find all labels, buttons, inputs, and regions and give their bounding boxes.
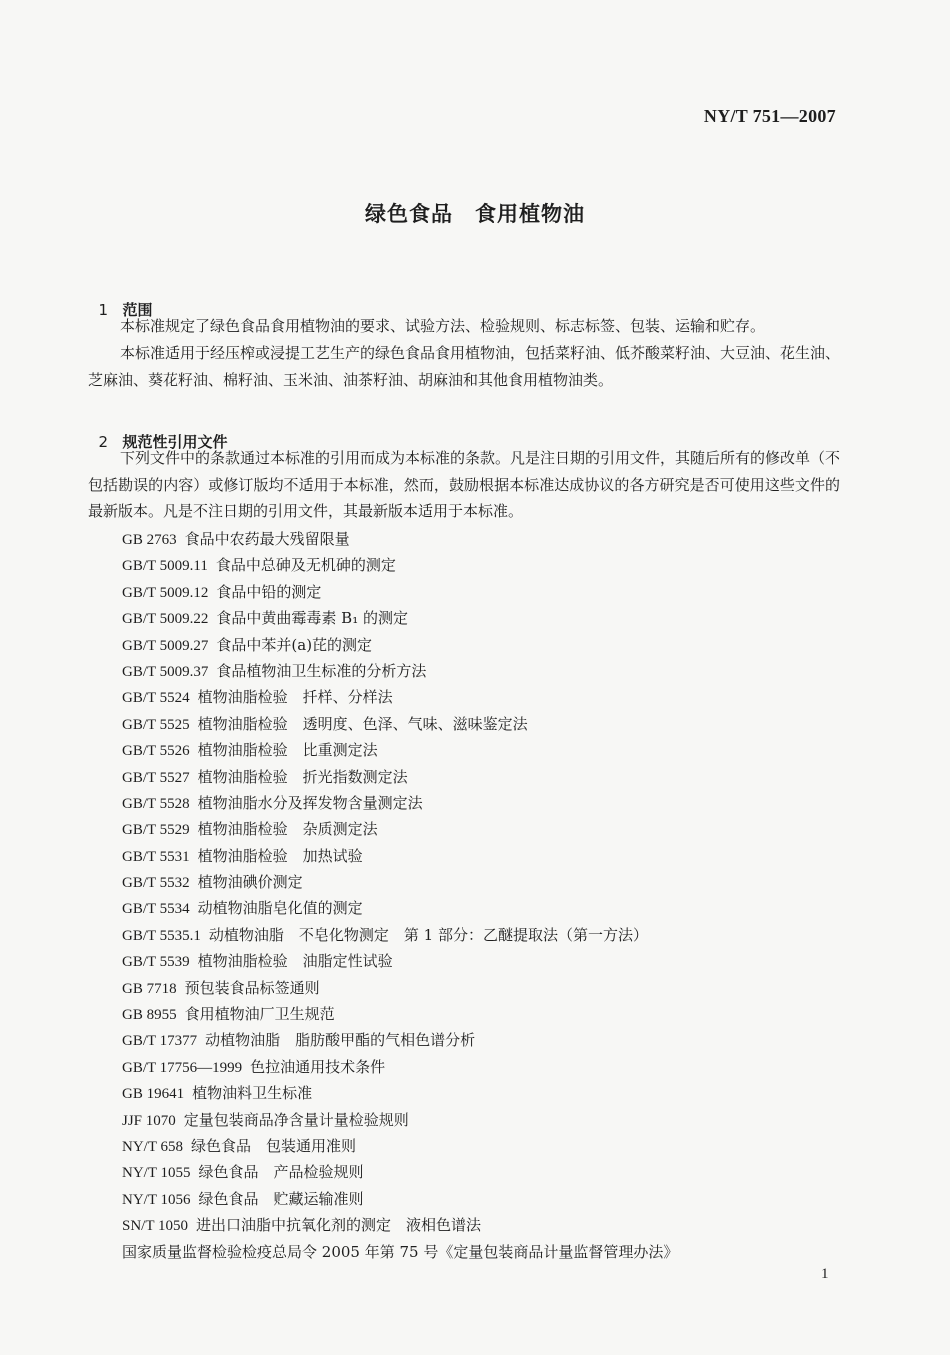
reference-item [122,1212,678,1238]
reference-title: 食品植物油卫生标准的分析方法 [216,661,427,680]
reference-title: 植物油脂检验 比重测定法 [197,741,378,760]
reference-code: GB 7718 [122,980,177,997]
reference-item [122,737,678,763]
reference-code: GB/T 5539 [122,954,190,971]
reference-title: 动植物油脂 不皂化物测定 第 1 部分：乙醚提取法（第一方法） [208,925,648,944]
reference-title: 食品中苯并(a)芘的测定 [216,635,373,654]
reference-title: 动植物油脂皂化值的测定 [197,899,363,918]
reference-code: GB/T 5526 [122,743,190,760]
reference-code: NY/T 1055 [122,1165,191,1182]
reference-title: 食用植物油厂卫生规范 [184,1005,335,1024]
reference-code: GB/T 5529 [122,822,190,839]
reference-item [122,922,678,948]
reference-item [122,579,678,605]
reference-code: GB/T 5525 [122,716,190,733]
reference-code: GB/T 17756—1999 [122,1059,243,1076]
reference-item [122,843,678,869]
scope-paragraph-1: 本标准规定了绿色食品食用植物油的要求、试验方法、检验规则、标志标签、包装、运输和贮存。 [120,317,766,335]
reference-code: GB 19641 [122,1086,185,1103]
reference-item [122,764,678,790]
reference-title: 植物油脂检验 透明度、色泽、气味、滋味鉴定法 [197,714,528,733]
reference-title: 国家质量监督检验检疫总局令 2005 年第 75 号《定量包装商品计量监督管理办法》 [122,1242,679,1261]
reference-item [122,1027,678,1053]
reference-title: 色拉油通用技术条件 [250,1057,386,1076]
reference-item [122,948,678,974]
reference-code: GB/T 5009.12 [122,584,209,601]
reference-code: GB/T 5524 [122,690,190,707]
reference-title: 植物油脂检验 油脂定性试验 [197,952,393,971]
section-number: 2 [98,433,108,451]
reference-code: NY/T 1056 [122,1191,191,1208]
reference-item [122,552,678,578]
reference-title: 植物油碘价测定 [197,873,303,892]
reference-item [122,605,678,631]
reference-title: 食品中总砷及无机砷的测定 [215,556,396,575]
reference-title: 植物油脂检验 扦样、分样法 [197,688,393,707]
reference-code: GB/T 5527 [122,769,190,786]
reference-item [122,526,678,552]
reference-title: 绿色食品 包装通用准则 [190,1136,356,1155]
reference-item [122,711,678,737]
reference-code: GB/T 5534 [122,901,190,918]
page-number: 1 [821,1266,829,1282]
reference-item [122,658,678,684]
reference-code: JJF 1070 [122,1112,176,1129]
reference-item [122,790,678,816]
reference-item [122,975,678,1001]
reference-title: 绿色食品 产品检验规则 [198,1163,364,1182]
section-title: 规范性引用文件 [122,433,228,451]
reference-code: GB/T 5009.37 [122,663,209,680]
reference-title: 植物油脂检验 加热试验 [197,846,363,865]
document-title: 绿色食品 食用植物油 [365,202,585,226]
reference-title: 预包装食品标签通则 [184,978,320,997]
reference-item [122,1133,678,1159]
reference-item [122,1186,678,1212]
scope-paragraph-2: 本标准适用于经压榨或浸提工艺生产的绿色食品食用植物油，包括菜籽油、低芥酸菜籽油、大豆油、花生油、芝麻油、葵花籽油、棉籽油、玉米油、油茶籽油、胡麻油和其他食用植物油类。 [88,344,841,389]
reference-title: 动植物油脂 脂肪酸甲酯的气相色谱分析 [205,1031,476,1050]
reference-code: GB/T 5532 [122,875,190,892]
reference-item [122,684,678,710]
reference-item [122,1159,678,1185]
reference-title: 植物油料卫生标准 [192,1084,313,1103]
reference-item [122,1001,678,1027]
reference-item [122,816,678,842]
reference-code: GB/T 5009.11 [122,558,208,575]
reference-title: 进出口油脂中抗氧化剂的测定 液相色谱法 [195,1216,481,1235]
reference-item [122,632,678,658]
reference-title: 食品中黄曲霉毒素 B₁ 的测定 [216,609,408,628]
reference-code: GB/T 5535.1 [122,927,201,944]
reference-code: GB/T 5528 [122,795,190,812]
references-intro-paragraph: 下列文件中的条款通过本标准的引用而成为本标准的条款。凡是注日期的引用文件，其随后所有的修改单（不包括勘误的内容）或修订版均不适用于本标准，然而，鼓励根据本标准达成协议的各方研究是否可使用这些文件的最新版本。凡是不注日期的引用文件，其最新版本适用于本标准。 [88,449,841,520]
reference-code: GB 8955 [122,1007,177,1024]
reference-title: 绿色食品 贮藏运输准则 [198,1189,364,1208]
reference-code: NY/T 658 [122,1138,183,1155]
reference-item [122,1054,678,1080]
standard-code: NY/T 751—2007 [703,106,836,126]
section-number: 1 [98,301,108,319]
reference-title: 植物油脂检验 折光指数测定法 [197,767,408,786]
reference-code: GB/T 5009.27 [122,637,209,654]
reference-code: SN/T 1050 [122,1218,188,1235]
reference-item [122,1107,678,1133]
reference-code: GB/T 5009.22 [122,611,209,628]
reference-code: GB 2763 [122,532,177,548]
reference-title: 植物油脂水分及挥发物含量测定法 [197,793,423,812]
reference-list [122,526,678,1265]
reference-title: 植物油脂检验 杂质测定法 [197,820,378,839]
reference-item [122,1239,678,1265]
reference-code: GB/T 17377 [122,1033,198,1050]
reference-title: 定量包装商品净含量计量检验规则 [183,1110,409,1129]
reference-item [122,869,678,895]
reference-title: 食品中铅的测定 [216,582,322,601]
section-title: 范围 [122,301,153,319]
reference-code: GB/T 5531 [122,848,190,865]
reference-item [122,1080,678,1106]
reference-item [122,895,678,921]
reference-title: 食品中农药最大残留限量 [184,530,350,548]
